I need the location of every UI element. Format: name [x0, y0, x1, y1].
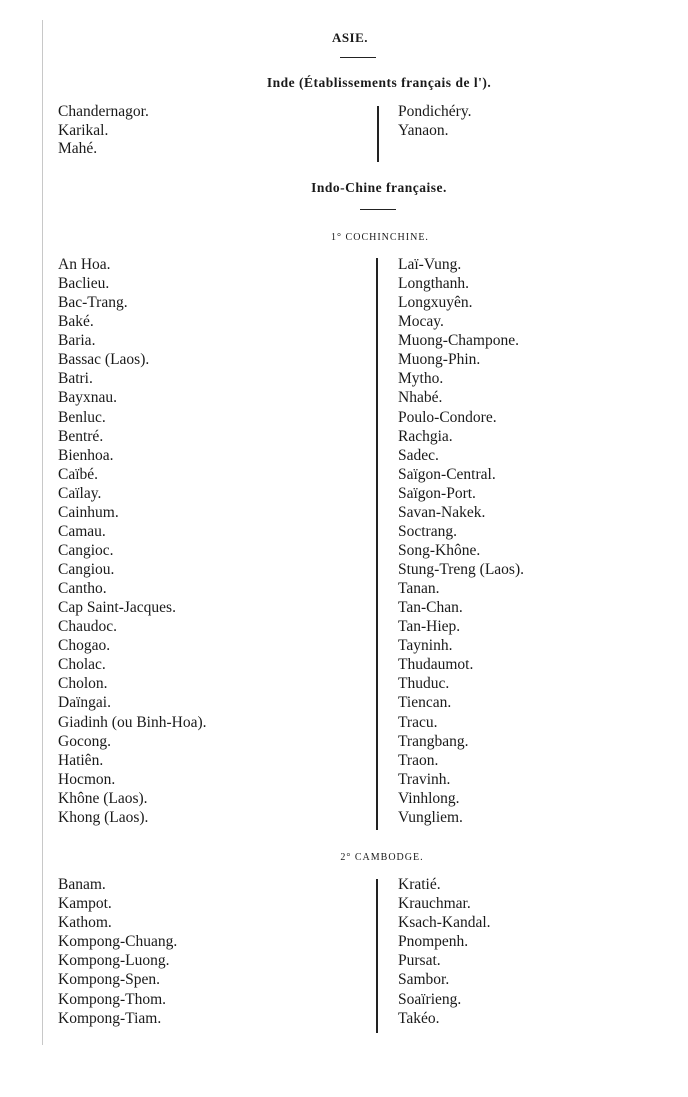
- list-item: Kompong-Tiam.: [58, 1009, 162, 1027]
- list-item: Bienhoa.: [58, 446, 114, 464]
- list-item: Cholon.: [58, 675, 108, 693]
- list-item: Tanan.: [398, 580, 440, 598]
- list-item: Longthanh.: [398, 275, 470, 293]
- list-item: Khône (Laos).: [58, 789, 148, 807]
- list-item: Cangiou.: [58, 561, 115, 578]
- list-item: Thuduc.: [398, 675, 450, 693]
- list-item: Traon.: [398, 751, 439, 769]
- list-item: Nhabé.: [398, 389, 443, 407]
- list-item: Vinhlong.: [398, 789, 460, 807]
- list-item: Pnompenh.: [398, 933, 469, 951]
- list-item: Bassac (Laos).: [58, 351, 150, 369]
- list-item: Bac-Trang.: [58, 294, 128, 312]
- inde-title: Inde (Établissements français de l').: [266, 75, 492, 90]
- list-item: Caïbé.: [58, 465, 99, 483]
- list-item: Chogao.: [58, 637, 111, 655]
- list-item: Cangioc.: [58, 541, 114, 559]
- list-item: Soaïrieng.: [398, 990, 462, 1008]
- list-item: Muong-Champone.: [398, 332, 519, 350]
- cambodge-right-list: [398, 875, 491, 1028]
- heading-rule: [340, 57, 376, 58]
- list-item: Kompong-Chuang.: [58, 933, 178, 951]
- list-item: An Hoa.: [58, 256, 111, 273]
- list-item: Karikal.: [58, 121, 109, 139]
- list-item: Chaudoc.: [58, 618, 117, 636]
- list-item: Sambor.: [398, 971, 450, 989]
- list-item: Saïgon-Port.: [398, 484, 476, 502]
- list-item: Saïgon-Central.: [398, 465, 496, 483]
- page-edge-line: [42, 20, 43, 1045]
- list-item: Stung-Treng (Laos).: [398, 561, 525, 578]
- list-item: Poulo-Condore.: [398, 408, 497, 426]
- list-item: Vungliem.: [398, 808, 463, 826]
- list-item: Kompong-Thom.: [58, 990, 167, 1008]
- list-item: Savan-Nakek.: [398, 503, 486, 521]
- indochine-rule: [360, 209, 396, 210]
- list-item: Banam.: [58, 876, 106, 893]
- list-item: Baclieu.: [58, 275, 110, 293]
- list-item: Hatiên.: [58, 751, 104, 769]
- list-item: Soctrang.: [398, 522, 457, 540]
- list-item: Caïlay.: [58, 484, 102, 502]
- list-item: Mocay.: [398, 313, 444, 331]
- list-item: Mahé.: [58, 140, 98, 158]
- list-item: Benluc.: [58, 408, 106, 426]
- list-item: Daïngai.: [58, 694, 111, 712]
- list-item: Yanaon.: [398, 121, 449, 139]
- list-item: Takéo.: [398, 1009, 440, 1027]
- list-item: Kampot.: [58, 895, 112, 913]
- list-item: Cholac.: [58, 656, 106, 674]
- list-item: Song-Khône.: [398, 541, 481, 559]
- list-item: Cantho.: [58, 580, 107, 598]
- list-item: Cainhum.: [58, 503, 119, 521]
- list-item: Pursat.: [398, 952, 441, 970]
- list-item: Ksach-Kandal.: [398, 914, 491, 932]
- cochinchine-right-list: [398, 255, 524, 827]
- list-item: Travinh.: [398, 770, 451, 788]
- list-item: Kratié.: [398, 876, 441, 893]
- list-item: Hocmon.: [58, 770, 116, 788]
- cambodge-title: 2° CAMBODGE.: [340, 852, 424, 863]
- list-item: Pondichéry.: [398, 103, 472, 120]
- list-item: Giadinh (ou Binh-Hoa).: [58, 713, 207, 731]
- list-item: Tan-Hiep.: [398, 618, 461, 636]
- list-item: Kathom.: [58, 914, 112, 932]
- cochinchine-title: 1° COCHINCHINE.: [331, 232, 429, 243]
- list-item: Baké.: [58, 313, 94, 331]
- list-item: Tiencan.: [398, 694, 452, 712]
- list-item: Camau.: [58, 522, 106, 540]
- list-item: Krauchmar.: [398, 895, 471, 913]
- list-item: Khong (Laos).: [58, 808, 149, 826]
- indochine-title: Indo-Chine française.: [311, 180, 447, 195]
- column-divider: [376, 879, 378, 1033]
- cambodge-left-list: [58, 875, 177, 1028]
- list-item: Bayxnau.: [58, 389, 117, 407]
- list-item: Rachgia.: [398, 427, 453, 445]
- list-item: Kompong-Luong.: [58, 952, 170, 970]
- column-divider: [376, 258, 378, 830]
- page-heading: ASIE.: [331, 30, 369, 45]
- list-item: Mytho.: [398, 370, 444, 388]
- list-item: Sadec.: [398, 446, 439, 464]
- cochinchine-left-list: [58, 255, 207, 827]
- list-item: Gocong.: [58, 732, 111, 750]
- list-item: Laï-Vung.: [398, 256, 462, 273]
- list-item: Tracu.: [398, 713, 438, 731]
- list-item: Cap Saint-Jacques.: [58, 599, 176, 617]
- list-item: Kompong-Spen.: [58, 971, 161, 989]
- list-item: Bentré.: [58, 427, 104, 445]
- inde-left-list: [58, 103, 149, 159]
- list-item: Trangbang.: [398, 732, 469, 750]
- list-item: Tayninh.: [398, 637, 453, 655]
- column-divider: [377, 106, 379, 162]
- inde-right-list: [398, 103, 471, 140]
- list-item: Thudaumot.: [398, 656, 474, 674]
- list-item: Muong-Phin.: [398, 351, 481, 369]
- list-item: Tan-Chan.: [398, 599, 463, 617]
- list-item: Baria.: [58, 332, 96, 350]
- list-item: Longxuyên.: [398, 294, 473, 312]
- list-item: Chandernagor.: [58, 103, 149, 120]
- list-item: Batri.: [58, 370, 93, 388]
